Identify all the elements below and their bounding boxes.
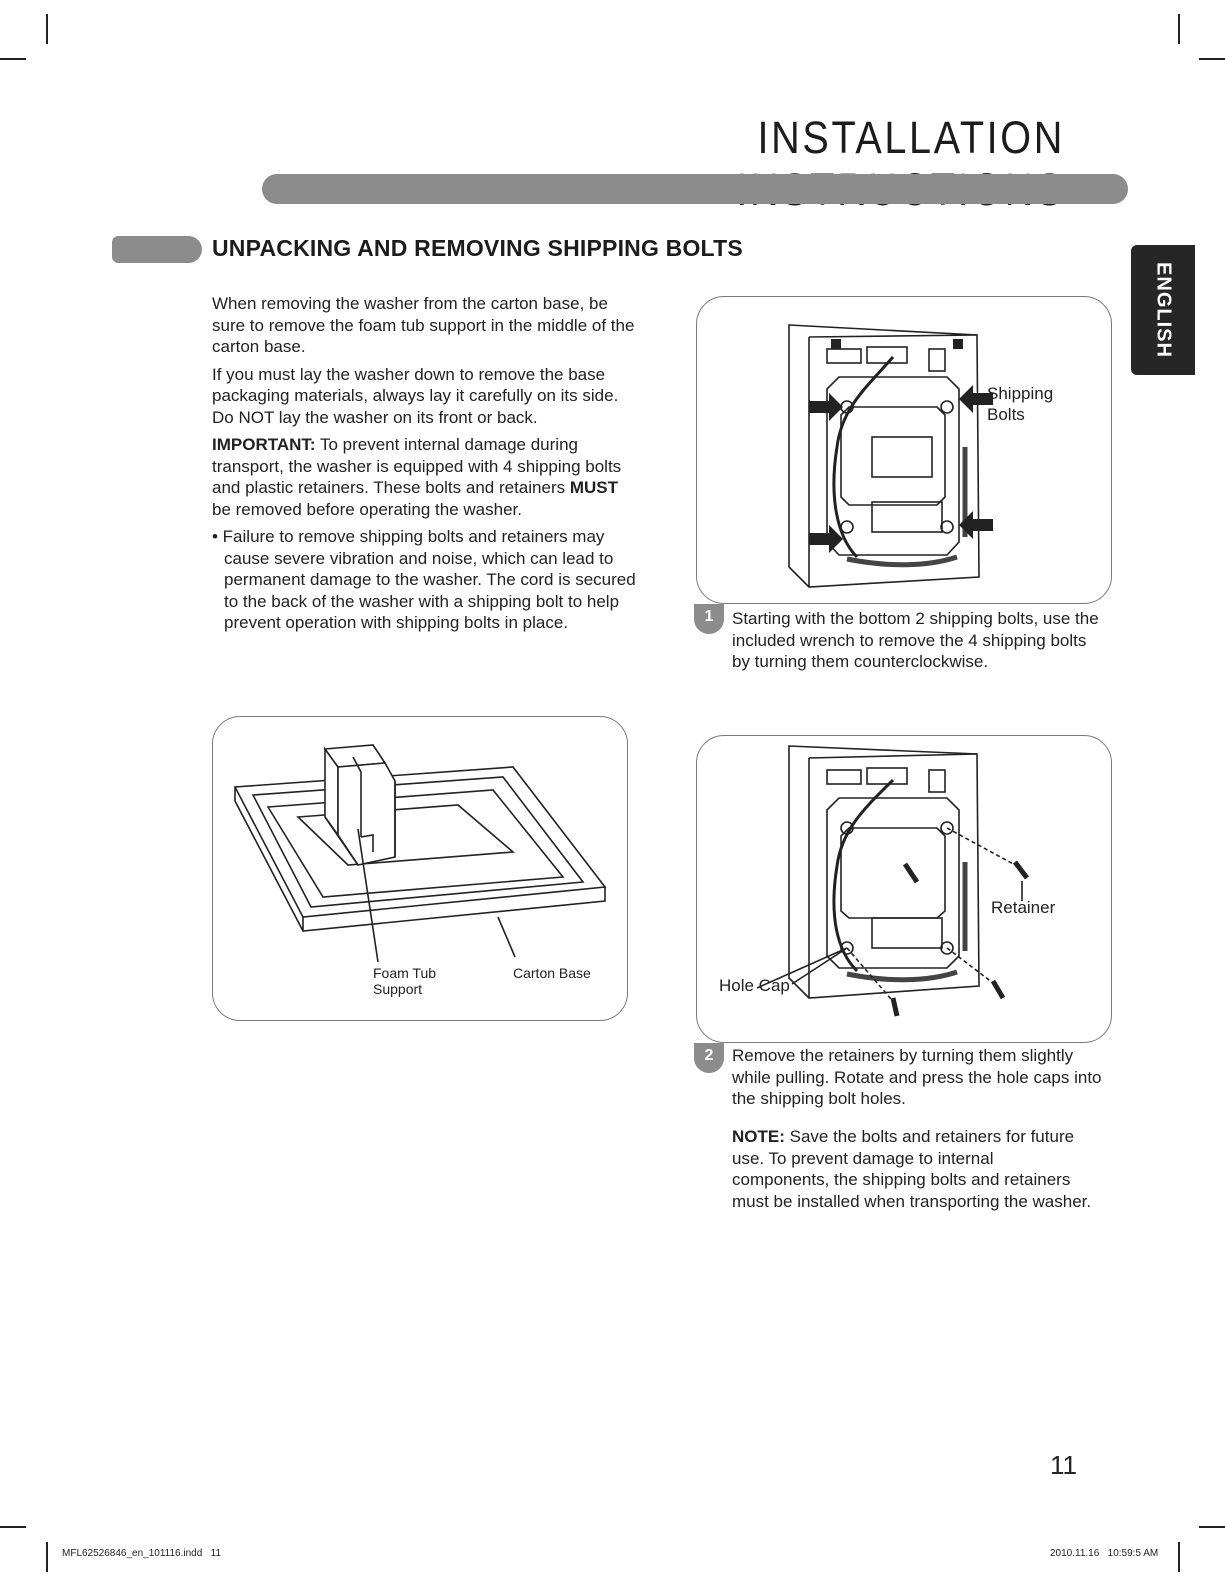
intro-text <box>212 293 637 640</box>
intro-paragraph-1: When removing the washer from the carton base, be sure to remove the foam tub support in the middle of the carton base. <box>212 294 635 356</box>
language-tab-label: ENGLISH <box>1152 262 1175 358</box>
note-paragraph <box>732 1126 1092 1212</box>
retainers-figure <box>696 735 1112 1043</box>
must-label: MUST <box>569 478 619 497</box>
intro-paragraph-2: If you must lay the washer down to remove the base packaging materials, always lay it carefully on its side. Do NOT lay the washer on its front or back. <box>212 364 619 427</box>
crop-mark <box>46 1542 48 1572</box>
shipping-bolts-label: Shipping Bolts <box>987 384 1054 424</box>
footer-timestamp: 2010.11.16 10:59:5 AM <box>1050 1548 1159 1559</box>
crop-mark <box>0 58 26 60</box>
important-text-end: be removed before operating the washer. <box>212 499 522 519</box>
language-tab <box>1131 245 1195 375</box>
title-bar <box>262 174 1128 204</box>
section-marker <box>112 236 202 263</box>
note-text: Save the bolts and retainers for future use. To prevent damage to internal components, the shipping bolts and retainers must be installed when transporting the washer. <box>732 1127 1092 1211</box>
important-text: To prevent internal damage during transport, the washer is equipped with 4 shipping bolts and plastic retainers. These bolts and retainers <box>212 435 622 497</box>
step-1-text: Starting with the bottom 2 shipping bolts, use the included wrench to remove the 4 shipping bolts by turning them counterclockwise. <box>732 609 1099 671</box>
important-paragraph <box>212 434 637 520</box>
crop-mark <box>1178 14 1180 44</box>
shipping-bolts-figure <box>696 296 1112 604</box>
crop-mark <box>46 14 48 44</box>
crop-mark <box>1178 1542 1180 1572</box>
washer-retainers-illustration <box>697 736 1111 1042</box>
note-label: NOTE: <box>732 1127 785 1146</box>
washer-back-illustration <box>697 297 1111 603</box>
step-2-text: Remove the retainers by turning them slightly while pulling. Rotate and press the hole caps into the shipping bolt holes. <box>732 1046 1102 1108</box>
crop-mark <box>1199 1526 1225 1528</box>
carton-base-label: Carton Base <box>513 965 591 981</box>
footer-file-name: MFL62526846_en_101116.indd 11 <box>62 1548 222 1559</box>
crop-mark <box>1199 58 1225 60</box>
retainer-label: Retainer <box>991 898 1056 917</box>
step-2-badge: 2 <box>694 1043 724 1073</box>
page-number: 11 <box>1050 1450 1077 1480</box>
important-label: IMPORTANT: <box>212 435 316 454</box>
warning-bullet: • Failure to remove shipping bolts and retainers may cause severe vibration and noise, which can lead to permanent damage to the washer. The cord is secured to the back of the washer with a shipping bolt to help prevent operation with shipping bolts in place. <box>212 527 636 632</box>
foam-tub-support-label: Foam Tub Support <box>373 965 437 997</box>
crop-mark <box>0 1526 26 1528</box>
hole-cap-label: Hole Cap <box>719 976 790 995</box>
carton-base-figure <box>212 716 628 1021</box>
page-title: INSTALLATION <box>757 112 1065 163</box>
step-1-badge: 1 <box>694 604 724 634</box>
section-title: UNPACKING AND REMOVING SHIPPING BOLTS <box>212 235 743 261</box>
